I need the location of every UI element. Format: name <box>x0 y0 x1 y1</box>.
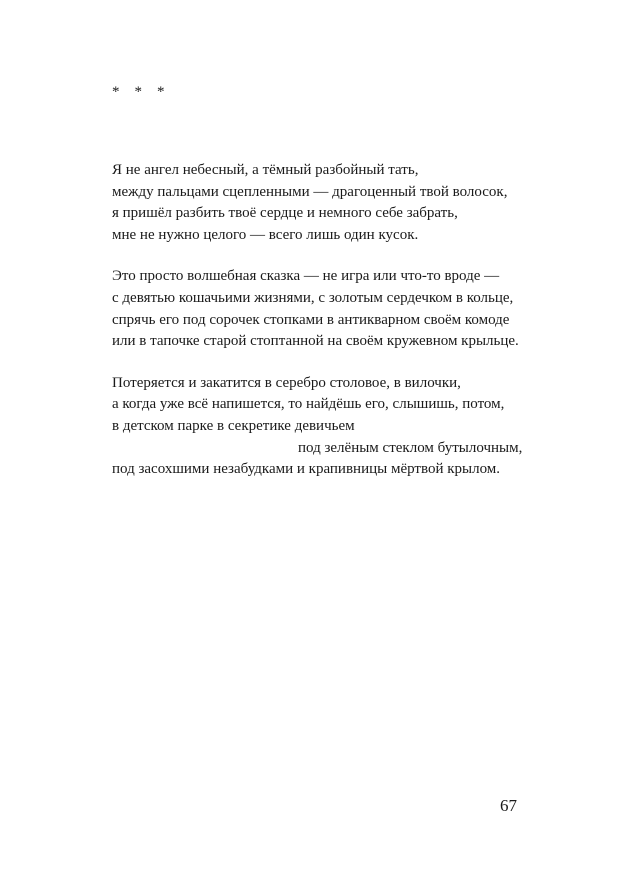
poem-line: Потеряется и закатится в серебро столовое, в вилочки, <box>112 374 461 391</box>
poem-line: а когда уже всё напишется, то найдёшь его, слышишь, потом, <box>112 396 505 413</box>
poem-line: под засохшими незабудками и крапивницы мёртвой крылом. <box>112 461 501 478</box>
poem-line: мне не нужно целого — всего лишь один кусок. <box>112 226 419 243</box>
stanza-3 <box>112 373 582 481</box>
poem <box>112 160 582 501</box>
poem-line: между пальцами сцепленными — драгоценный твой волосок, <box>112 183 508 200</box>
poem-line: Я не ангел небесный, а тёмный разбойный тать, <box>112 162 419 178</box>
page-number: 67 <box>500 796 517 815</box>
poem-line: или в тапочке старой стоптанной на своём кружевном крыльце. <box>112 333 519 350</box>
section-separator: * * * <box>112 84 165 100</box>
stanza-1 <box>112 160 582 246</box>
poem-line: спрячь его под сорочек стопками в антикварном своём комоде <box>112 311 510 328</box>
poem-line-indented: под зелёным стеклом бутылочным, <box>298 439 523 456</box>
poem-line: я пришёл разбить твоё сердце и немного себе забрать, <box>112 205 458 222</box>
poem-line: с девятью кошачьими жизнями, с золотым сердечком в кольце, <box>112 289 514 306</box>
poem-line: Это просто волшебная сказка — не игра или что-то вроде — <box>112 268 500 285</box>
poem-line: в детском парке в секретике девичьем <box>112 417 355 434</box>
stanza-2 <box>112 266 582 352</box>
